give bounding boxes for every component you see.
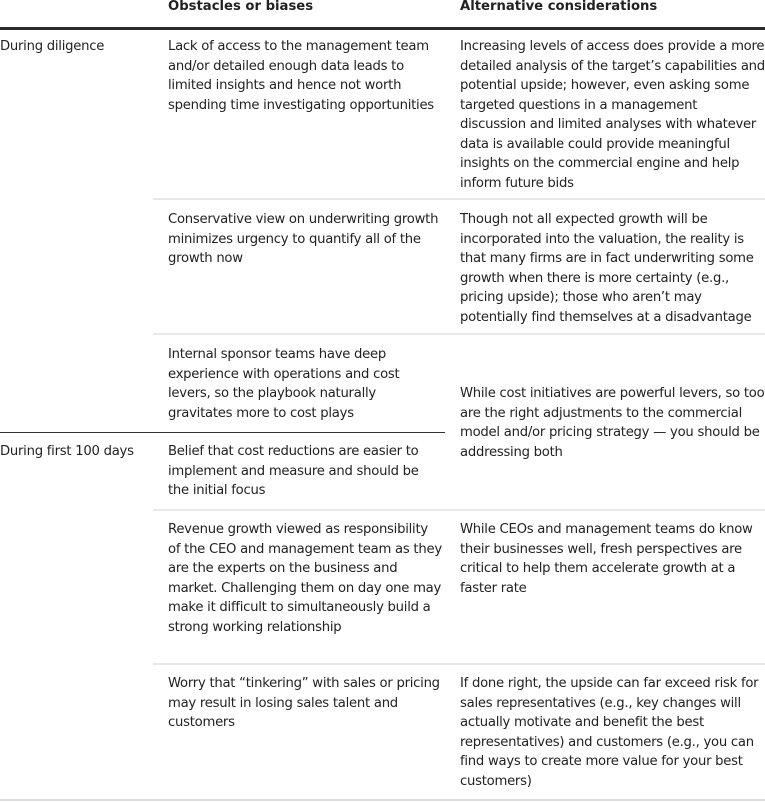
phase-label-diligence: During diligence <box>0 39 105 54</box>
alternative-cell: While CEOs and management teams do know their businesses well, fresh perspectives are critical to help them accelerate growth at a faster rate <box>460 522 753 596</box>
obstacle-cell: Revenue growth viewed as responsibility of the CEO and management team as they are the experts on the business and market. Challenging them on day one may make it difficult to simultaneously build a strong working relationship <box>168 522 442 635</box>
header-obstacles: Obstacles or biases <box>168 0 314 14</box>
obstacle-cell: Conservative view on underwriting growth minimizes urgency to quantify all of the growth now <box>168 212 439 266</box>
row-divider <box>153 333 765 335</box>
table-bottom-border <box>0 799 765 801</box>
phase-label-first-100-days: During first 100 days <box>0 444 134 459</box>
obstacle-cell: Belief that cost reductions are easier to implement and measure and should be the initial focus <box>168 444 419 498</box>
obstacle-cell: Worry that “tinkering” with sales or pricing may result in losing sales talent and customers <box>168 676 440 730</box>
row-divider <box>153 509 765 511</box>
obstacle-cell: Lack of access to the management team and/or detailed enough data leads to limited insights and hence not worth spending time investigating opportunities <box>168 39 434 113</box>
alternative-cell: Increasing levels of access does provide a more detailed analysis of the target’s capabilities and potential upside; however, even asking some targeted questions in a management discussion and limited analyses with whatever data is available could provide meaningful insights on the commercial engine and help inform future bids <box>460 39 765 191</box>
obstacle-cell: Internal sponsor teams have deep experience with operations and cost levers, so the playbook naturally gravitates more to cost plays <box>168 347 400 421</box>
header-alternatives: Alternative considerations <box>460 0 658 14</box>
header-divider <box>0 27 765 30</box>
row-divider <box>153 663 765 665</box>
alternative-cell: If done right, the upside can far exceed risk for sales representatives (e.g., key changes will actually motivate and benefit the best representatives) and customers (e.g., you can find ways to create more value for your best customers) <box>460 676 759 789</box>
alternative-cell-merged: While cost initiatives are powerful levers, so too are the right adjustments to the commercial model and/or pricing strategy — you should be addressing both <box>460 386 765 460</box>
phase-divider <box>0 432 445 433</box>
alternative-cell: Though not all expected growth will be incorporated into the valuation, the reality is that many firms are in fact underwriting some growth when there is more certainty (e.g., pricing upside); those who aren’t may potentially find themselves at a disadvantage <box>460 212 754 325</box>
row-divider <box>153 198 765 200</box>
